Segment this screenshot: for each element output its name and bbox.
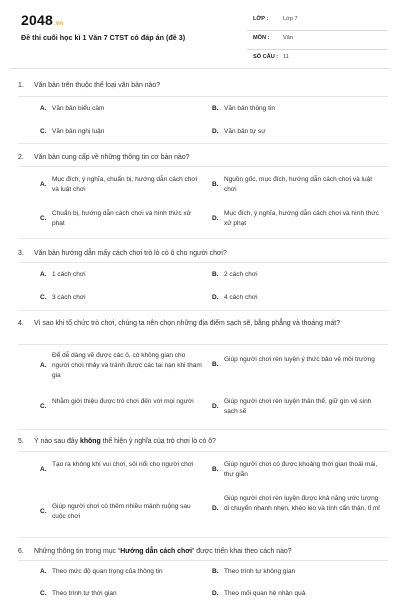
info-value: 11	[283, 54, 289, 60]
option-c[interactable]: C. Nhằm giới thiệu được trò chơi đến với mọi người	[40, 398, 194, 410]
option-b[interactable]: B. Theo trình tự không gian	[212, 568, 296, 575]
option-b[interactable]: B. Nguồn gốc, mục đích, hướng dẫn cách chơi và luật chơi	[212, 176, 373, 193]
exam-title: Đề thi cuối học kì 1 Văn 7 CTST có đáp án (đề 3)	[21, 33, 186, 42]
info-label: SỐ CÂU :	[253, 54, 279, 60]
option-c[interactable]: C. 3 cách chơi	[40, 294, 86, 301]
info-label: MÔN :	[253, 35, 270, 41]
exam-header	[0, 0, 400, 66]
option-b[interactable]: B. Giúp người chơi rèn luyện ý thức bảo vệ môi trường	[212, 356, 375, 368]
option-b[interactable]: B. Giúp người chơi có được khoảng thời gian thoải mái, thư giãn	[212, 461, 378, 478]
option-d[interactable]: D. Giúp người chơi rèn luyện thân thể, giữ gìn vệ sinh sạch sẽ	[212, 398, 372, 415]
question-divider	[18, 238, 388, 239]
option-c[interactable]: C. Văn bản nghị luận	[40, 128, 105, 135]
option-b[interactable]: B. 2 cách chơi	[212, 271, 258, 278]
question-divider	[18, 429, 388, 430]
option-a[interactable]: A. Mục đích, ý nghĩa, chuẩn bị, hướng dẫn cách chơi và luật chơi	[40, 176, 198, 193]
question-options	[18, 166, 388, 239]
info-label: LỚP :	[253, 16, 269, 22]
question-text: 1. Văn bản trên thuộc thể loại văn bản nào?	[18, 82, 161, 89]
question-options	[18, 451, 388, 538]
exam-info-table	[247, 12, 387, 69]
option-c[interactable]: C. Giúp người chơi có thêm nhiều mảnh ruộng sau cuộc chơi	[40, 503, 191, 520]
info-value: Văn	[283, 35, 293, 41]
option-c[interactable]: C. Chuẩn bị, hướng dẫn cách chơi và hình thức xử phạt	[40, 210, 192, 227]
header-divider	[10, 68, 390, 69]
option-a[interactable]: A. Văn bản biểu cảm	[40, 105, 105, 112]
question-divider	[18, 537, 388, 538]
question-divider	[18, 143, 388, 144]
option-a[interactable]: A. Để dễ dàng vẽ được các ô, có không gian cho người chơi nhảy và tránh được các tai nạn khi tham gia	[40, 352, 202, 379]
question-text: 5. Ý nào sau đây không thể hiện ý nghĩa của trò chơi lò cò ô?	[18, 438, 216, 445]
info-row-subject	[247, 31, 387, 50]
question-text: 6. Những thông tin trong mục “Hướng dẫn cách chơi” được triển khai theo cách nào?	[18, 548, 292, 555]
question-options	[18, 262, 388, 311]
option-d[interactable]: D. Giúp người chơi rèn luyện được khả năng ước lượng di chuyển nhanh nhẹn, khéo léo và tính cẩn thận, tỉ mỉ	[212, 495, 380, 512]
option-d[interactable]: D. 4 cách chơi	[212, 294, 258, 301]
question-text: 3. Văn bản hướng dẫn mấy cách chơi trò lò cò ô cho người chơi?	[18, 250, 227, 257]
option-d[interactable]: D. Mục đích, ý nghĩa, hướng dẫn cách chơi và hình thức xử phạt	[212, 210, 379, 227]
info-row-class	[247, 12, 387, 31]
emphasis-text: không	[79, 438, 101, 445]
option-d[interactable]: D. Văn bản tự sự	[212, 128, 266, 135]
info-row-question-count	[247, 50, 387, 69]
option-d[interactable]: D. Theo mối quan hệ nhân quả	[212, 590, 306, 597]
site-logo[interactable]: 2048.vn	[21, 12, 64, 28]
question-text: 4. Vì sao khi tổ chức trò chơi, chúng ta nên chọn những địa điểm sạch sẽ, bằng phẳng và thoáng mát?	[18, 320, 341, 327]
option-a[interactable]: A. Tạo ra không khí vui chơi, sôi nổi cho người chơi	[40, 461, 194, 473]
question-options	[18, 344, 388, 431]
emphasis-text: Hướng dẫn cách chơi	[120, 548, 193, 555]
question-options	[18, 96, 388, 147]
info-value: Lớp 7	[283, 16, 298, 22]
option-a[interactable]: A. Theo mức độ quan trọng của thông tin	[40, 568, 163, 575]
question-text: 2. Văn bản cung cấp về những thông tin cơ bản nào?	[18, 154, 190, 161]
question-divider	[18, 310, 388, 311]
option-a[interactable]: A. 1 cách chơi	[40, 271, 86, 278]
option-c[interactable]: C. Theo trình tự thời gian	[40, 590, 117, 597]
question-options	[18, 560, 388, 601]
option-b[interactable]: B. Văn bản thông tin	[212, 105, 275, 112]
